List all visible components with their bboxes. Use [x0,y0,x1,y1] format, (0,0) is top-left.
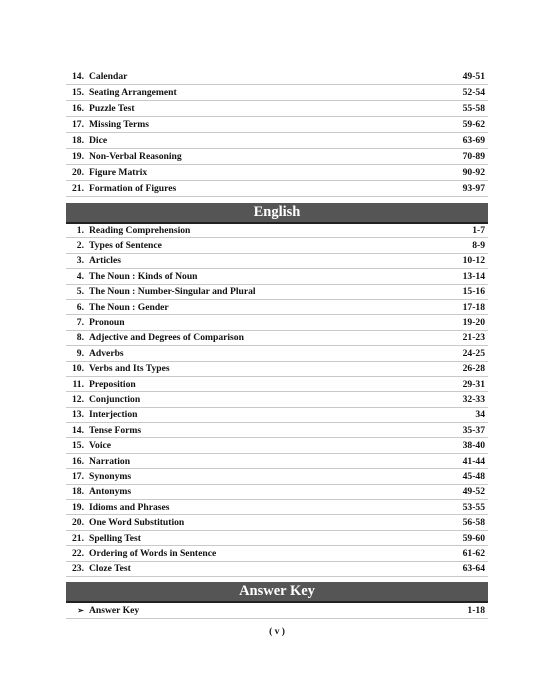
item-number: 10. [72,363,84,375]
item-pages: 24-25 [462,347,485,359]
toc-row [66,392,488,407]
item-pages: 34 [475,409,485,421]
item-number: 22. [72,547,84,559]
item-title: Puzzle Test [89,103,135,114]
item-pages: 55-58 [462,103,485,114]
toc-row [66,562,488,577]
item-pages: 17-18 [462,301,485,313]
toc-row [66,377,488,392]
toc-row [66,181,488,197]
toc-reasoning-continued [66,69,488,197]
toc-row [66,101,488,117]
item-number: 19. [72,501,84,513]
item-title: Calendar [89,71,128,82]
item-pages: 21-23 [462,332,485,344]
item-pages: 41-44 [462,455,485,467]
item-pages: 13-14 [462,270,485,282]
item-title: Interjection [89,409,138,421]
toc-row [66,254,488,269]
item-pages: 61-62 [462,547,485,559]
toc-row [66,469,488,484]
toc-row [66,315,488,330]
item-number: 21. [72,532,84,544]
item-number: 5. [76,286,84,298]
item-number: 8. [76,332,84,344]
item-number: 14. [72,71,84,82]
item-title: Tense Forms [89,424,142,436]
toc-row [66,362,488,377]
toc-row [66,149,488,165]
item-number: 23. [72,563,84,575]
item-title: The Noun : Number-Singular and Plural [89,286,256,298]
item-number: 20. [72,517,84,529]
item-title: Seating Arrangement [89,87,177,98]
item-title: Answer Key [89,605,140,616]
item-number: 15. [72,87,84,98]
item-pages: 29-31 [462,378,485,390]
item-title: Adjective and Degrees of Comparison [89,332,244,344]
item-pages: 26-28 [462,363,485,375]
item-number: 18. [72,135,84,146]
item-pages: 35-37 [462,424,485,436]
item-pages: 49-51 [462,71,485,82]
toc-row [66,69,488,85]
toc-row [66,238,488,253]
item-number: 19. [72,151,84,162]
toc-row [66,223,488,238]
item-title: The Noun : Gender [89,301,169,313]
item-title: Dice [89,135,108,146]
item-pages: 93-97 [462,183,485,194]
item-number: 12. [72,393,84,405]
item-number: 17. [72,470,84,482]
item-number: 4. [76,270,84,282]
item-pages: 49-52 [462,486,485,498]
section-heading-english: English [66,203,488,224]
item-title: Verbs and Its Types [89,363,170,375]
item-title: Ordering of Words in Sentence [89,547,217,559]
item-number: 20. [72,167,84,178]
item-number: 15. [72,440,84,452]
toc-row [66,165,488,181]
item-number: 16. [72,455,84,467]
item-pages: 1-18 [467,605,485,616]
toc-row [66,485,488,500]
item-pages: 15-16 [462,286,485,298]
item-pages: 1-7 [472,224,485,236]
item-pages: 45-48 [462,470,485,482]
toc-row [66,423,488,438]
item-pages: 90-92 [462,167,485,178]
item-title: Conjunction [89,393,141,405]
item-pages: 19-20 [462,317,485,329]
item-number: 6. [76,301,84,313]
toc-row [66,285,488,300]
toc-row [66,269,488,284]
toc-row [66,300,488,315]
toc-row [66,117,488,133]
toc-row [66,603,488,619]
item-number: 18. [72,486,84,498]
item-title: Cloze Test [89,563,131,575]
item-pages: 53-55 [462,501,485,513]
toc-row [66,500,488,515]
item-title: Pronoun [89,317,125,329]
item-title: Non-Verbal Reasoning [89,151,182,162]
item-number: 14. [72,424,84,436]
item-pages: 63-69 [462,135,485,146]
item-title: Idioms and Phrases [89,501,170,513]
item-title: One Word Substitution [89,517,185,529]
item-number: 16. [72,103,84,114]
item-number: 13. [72,409,84,421]
item-title: Reading Comprehension [89,224,191,236]
item-pages: 70-89 [462,151,485,162]
item-number: 21. [72,183,84,194]
item-title: Articles [89,255,121,267]
toc-english [66,223,488,577]
item-title: Figure Matrix [89,167,148,178]
toc-row [66,438,488,453]
toc-row [66,85,488,101]
toc-row [66,546,488,561]
item-title: Synonyms [89,470,132,482]
item-pages: 8-9 [472,240,485,252]
toc-answer-key [66,603,488,619]
toc-row [66,346,488,361]
toc-row [66,531,488,546]
item-pages: 63-64 [462,563,485,575]
item-number: 7. [76,317,84,329]
item-pages: 59-62 [462,119,485,130]
toc-row [66,133,488,149]
item-pages: 38-40 [462,440,485,452]
toc-row [66,454,488,469]
item-pages: 10-12 [462,255,485,267]
item-title: Voice [89,440,112,452]
item-pages: 32-33 [462,393,485,405]
page-number: ( v ) [269,627,285,637]
item-title: Narration [89,455,131,467]
item-number: 11. [72,378,84,390]
arrow-bullet-icon: ➢ [77,606,84,615]
item-title: Preposition [89,378,136,390]
item-title: The Noun : Kinds of Noun [89,270,198,282]
item-title: Types of Sentence [89,240,162,252]
item-number: 2. [76,240,84,252]
toc-row [66,331,488,346]
item-number: 9. [76,347,84,359]
item-number: 3. [76,255,84,267]
item-pages: 59-60 [462,532,485,544]
item-title: Antonyms [89,486,132,498]
toc-row [66,515,488,530]
item-pages: 52-54 [462,87,485,98]
item-title: Missing Terms [89,119,149,130]
item-pages: 56-58 [462,517,485,529]
section-heading-answer-key: Answer Key [66,582,488,603]
item-number: 1. [76,224,84,236]
item-title: Spelling Test [89,532,141,544]
toc-row [66,408,488,423]
item-title: Formation of Figures [89,183,177,194]
item-number: 17. [72,119,84,130]
item-title: Adverbs [89,347,124,359]
